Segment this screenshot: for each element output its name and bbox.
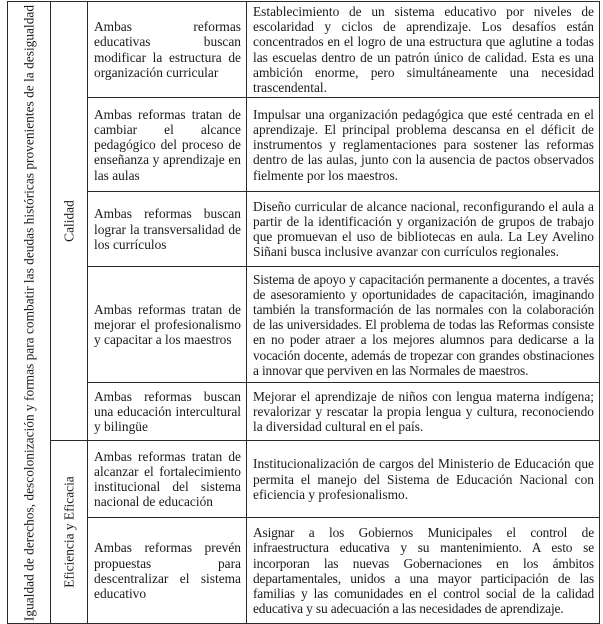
reform-cell: Ambas reformas tratan de alcanzar el fortalecimiento institucional del sistema nacional de educación: [88, 441, 247, 518]
description-cell: Sistema de apoyo y capacitación permanente a docentes, a través de asesoramiento y oportunidades de capacitación, imaginando también la transformación de las normales con la colaboración de las universidades. El problema de todas las Reformas consiste en no poder atraer a los mejores alumnos para dedicarse a la vocación docente, además de tropezar con grandes obstinaciones a innovar que perviven en las Normales de maestros.: [247, 267, 600, 383]
description-cell: Diseño curricular de alcance nacional, reconfigurando el aula a partir de la identificación y organización de grupos de trabajo que promuevan el uso de bibliotecas en aula. La Ley Avelino Siñani busca inclusive avanzar con currículos regionales.: [247, 192, 600, 267]
reform-cell: Ambas reformas buscan lograr la transversalidad de los currículos: [88, 192, 247, 267]
group-label: Calidad: [61, 200, 77, 242]
table-row: [8, 441, 600, 518]
description-cell: Establecimiento de un sistema educativo por niveles de escolaridad y ciclos de aprendizaje. Los desafíos están concentrados en el logro de una estructura que aglutine a todas las escuelas dentro de un patrón único de calidad. Esta es una ambición enorme, pero simultáneamente una necesidad trascendental.: [247, 2, 600, 98]
table-row: [8, 2, 600, 98]
reform-cell: Ambas reformas buscan una educación intercultural y bilingüe: [88, 383, 247, 441]
description-cell: Institucionalización de cargos del Ministerio de Educación que permita el manejo del Sistema de Educación Nacional con eficiencia y profesionalismo.: [247, 441, 600, 518]
group-cell-eficiencia: [51, 441, 88, 624]
reform-cell: Ambas reformas prevén propuestas para descentralizar el sistema educativo: [88, 518, 247, 624]
table-row: [8, 383, 600, 441]
description-cell: Mejorar el aprendizaje de niños con lengua materna indígena; revalorizar y rescatar la propia lengua y cultura, reconociendo la diversidad cultural en el país.: [247, 383, 600, 441]
group-label: Eficiencia y Eficacia: [61, 476, 77, 588]
reform-cell: Ambas reformas educativas buscan modificar la estructura de organización curricular: [88, 2, 247, 98]
table-row: [8, 98, 600, 192]
table-row: [8, 518, 600, 624]
reform-cell: Ambas reformas tratan de cambiar el alcance pedagógico del proceso de enseñanza y aprendizaje en las aulas: [88, 98, 247, 192]
table-row: [8, 267, 600, 383]
description-cell: Impulsar una organización pedagógica que esté centrada en el aprendizaje. El principal problema descansa en el déficit de instrumentos y reglamentaciones para sostener las reformas dentro de las aulas, junto con la ausencia de pactos observados fielmente por los maestros.: [247, 98, 600, 192]
reforms-comparison-table: [7, 1, 600, 624]
outer-category-label: Igualdad de derechos, descolonización y formas para combatir las deudas históricas provenientes de la desigualdad: [21, 4, 37, 621]
outer-category-cell: [8, 2, 51, 624]
reform-cell: Ambas reformas tratan de mejorar el profesionalismo y capacitar a los maestros: [88, 267, 247, 383]
table-row: [8, 192, 600, 267]
group-cell-calidad: [51, 2, 88, 441]
description-cell: Asignar a los Gobiernos Municipales el control de infraestructura educativa y su mantenimiento. A esto se incorporan las nuevas Gobernaciones en los ámbitos departamentales, unidos a una mayor participación de las familias y las comunidades en el control social de la calidad educativa y su adecuación a las necesidades de aprendizaje.: [247, 518, 600, 624]
